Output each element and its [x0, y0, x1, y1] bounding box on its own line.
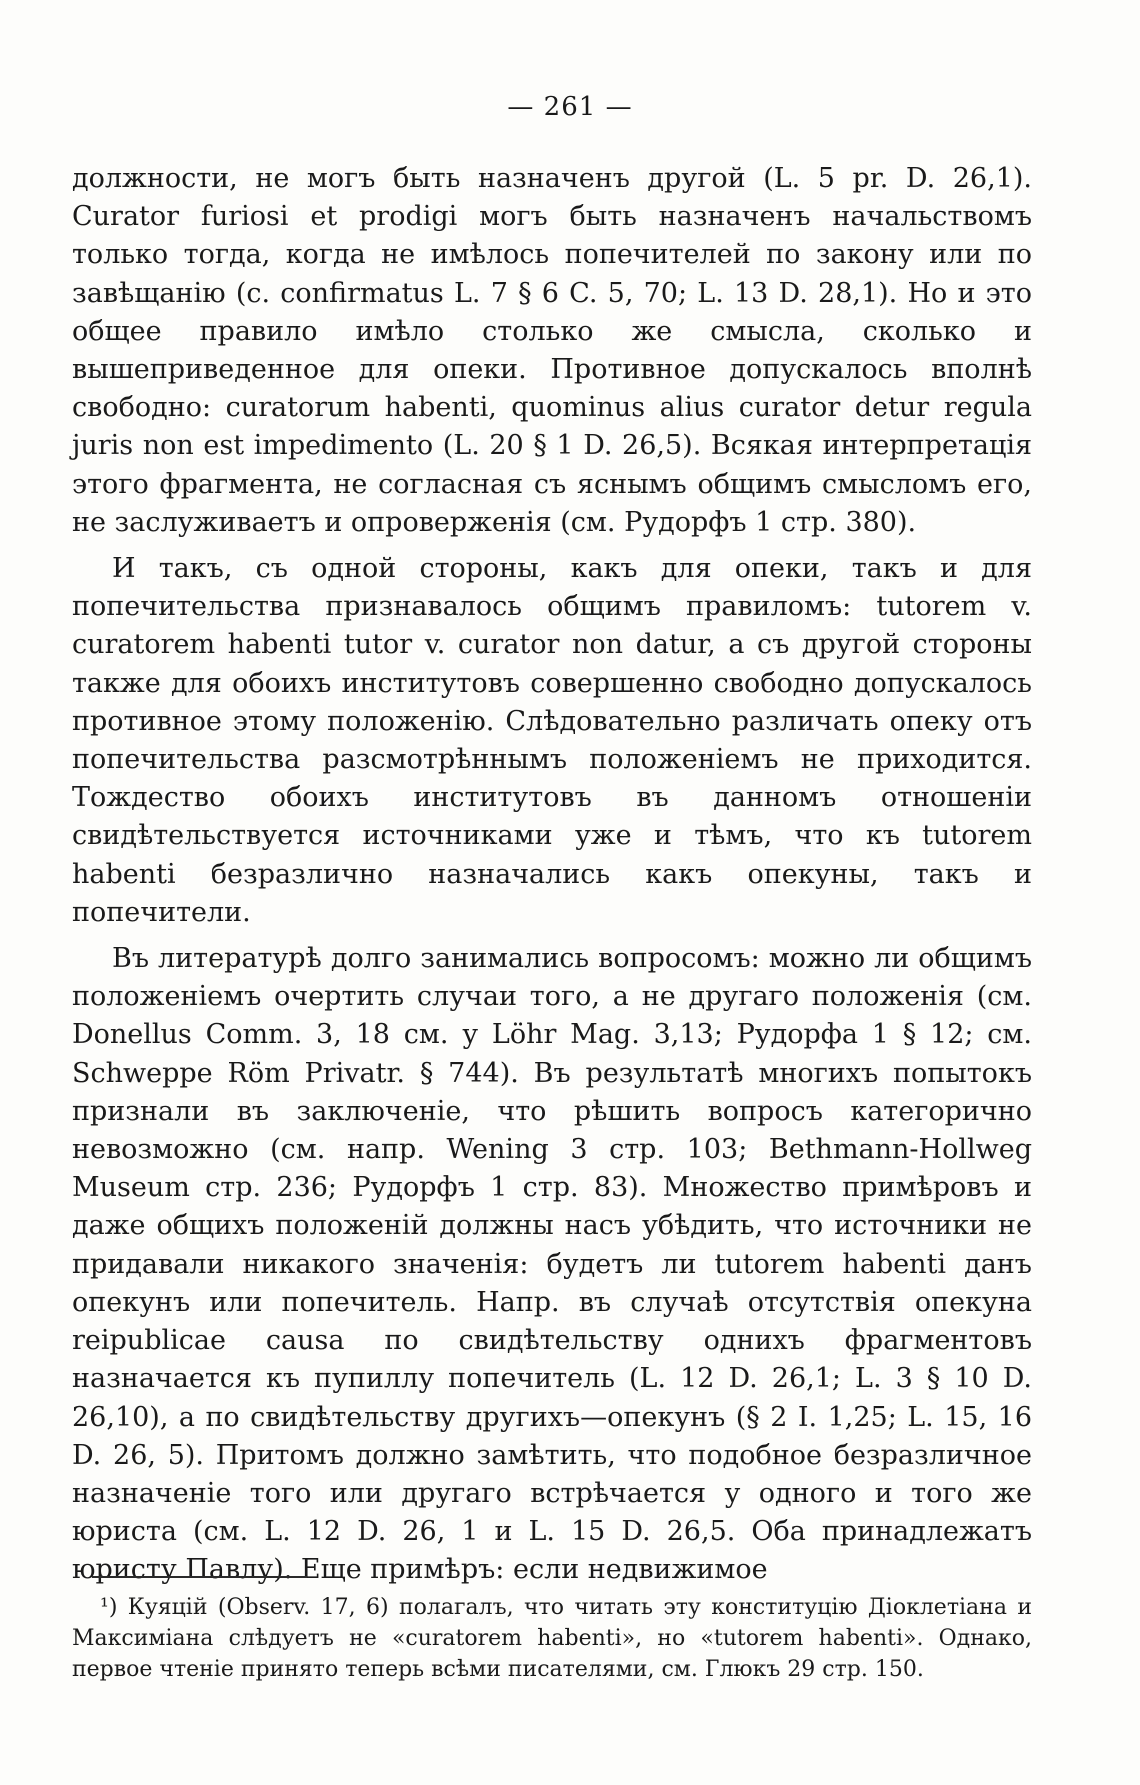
paragraph-continued: должности, не могъ быть назначенъ другой (L. 5 pr. D. 26,1). Curator furiosi et prodigi могъ быть назначенъ начальствомъ только тогда, когда не имѣлось попечителей по закону или по завѣщанію (c. confirmatus L. 7 § 6 C. 5, 70; L. 13 D. 28,1). Но и это общее правило имѣло столько же смысла, сколько и вышеприведенное для опеки. Противное допускалось вполнѣ свободно: curatorum habenti, quominus alius curator detur regula juris non est impedimento (L. 20 § 1 D. 26,5). Всякая интерпретація этого фрагмента, не согласная съ яснымъ общимъ смысломъ его, не заслуживаетъ и опроверженія (см. Рудорфъ 1 стр. 380).	[72, 163, 1032, 538]
paragraph: Въ литературѣ долго занимались вопросомъ: можно ли общимъ положеніемъ очертить случаи того, а не другаго положенія (см. Donellus Comm. 3, 18 см. у Löhr Mag. 3,13; Рудорфа 1 § 12; см. Schweppe Röm Privatr. § 744). Въ результатѣ многихъ попытокъ признали въ заключеніе, что рѣшить вопросъ категорично невозможно (см. напр. Wening 3 стр. 103; Bethmann-Hollweg Museum стр. 236; Рудорфъ 1 стр. 83). Множество примѣровъ и даже общихъ положеній должны насъ убѣдить, что источники не придавали никакого значенія: будетъ ли tutorem habenti данъ опекунъ или попечитель. Напр. въ случаѣ отсутствія опекуна reipublicae causa по свидѣтельству однихъ фрагментовъ назначается къ пупиллу попечитель (L. 12 D. 26,1; L. 3 § 10 D. 26,10), а по свидѣтельству другихъ—опекунъ (§ 2 I. 1,25; L. 15, 16 D. 26, 5). Притомъ должно замѣтить, что подобное безразличное назначеніе того или другаго встрѣчается у одного и того же юриста (см. L. 12 D. 26, 1 и L. 15 D. 26,5. Оба принадлежатъ юристу Павлу). Еще примѣръ: если недвижимое	[72, 943, 1032, 1586]
footnote-divider	[92, 1576, 307, 1578]
page-number: — 261 —	[507, 92, 633, 122]
footnote: ¹) Куяцій (Observ. 17, 6) полагалъ, что читать эту конституцію Діоклетіана и Максиміана слѣдуетъ не «curatorem habenti», но «tutorem habenti». Однако, первое чтеніе принято теперь всѣми писателями, см. Глюкъ 29 стр. 150.	[72, 1595, 1032, 1682]
paragraph: И такъ, съ одной стороны, какъ для опеки, такъ и для попечительства признавалось общимъ правиломъ: tutorem v. curatorem habenti tutor v. curator non datur, а съ другой стороны также для обоихъ институтовъ совершенно свободно допускалось противное этому положенію. Слѣдовательно различать опеку отъ попечительства разсмотрѣннымъ положеніемъ не приходится. Тождество обоихъ институтовъ въ данномъ отношеніи свидѣтельствуется источниками уже и тѣмъ, что къ tutorem habenti безразлично назначались какъ опекуны, такъ и попечители.	[72, 553, 1032, 928]
main-text	[72, 160, 1032, 1598]
